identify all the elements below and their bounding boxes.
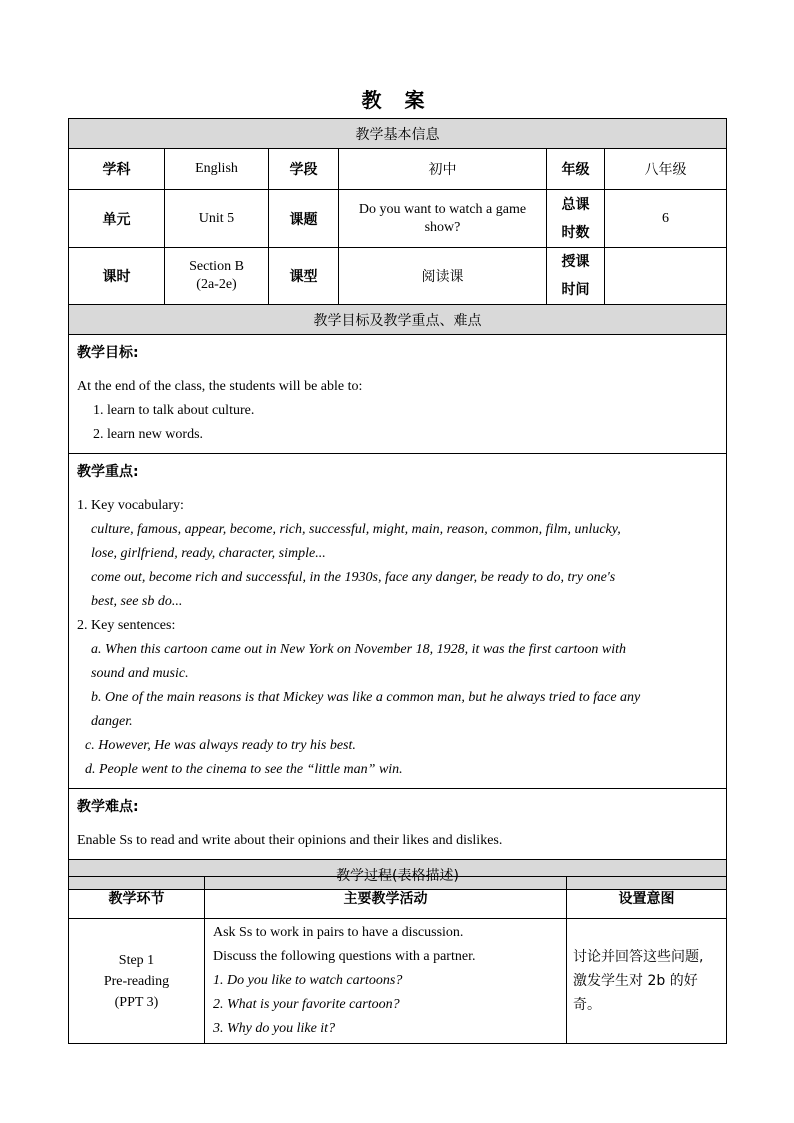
sentence-line: danger. (91, 714, 133, 729)
section-header-goals: 教学目标及教学重点、难点 (69, 305, 727, 335)
sentence-line: a. When this cartoon came out in New York on November 18, 1928, it was the first cartoon with (91, 642, 626, 657)
step-phase: Pre-reading (103, 973, 170, 989)
purpose-line: 激发学生对 2b 的好 (573, 973, 698, 989)
objectives-heading: 教学目标: (77, 345, 139, 361)
sentence-line: b. One of the main reasons is that Mickey was like a common man, but he always tried to face any (91, 690, 641, 705)
period-value-line-2: (2a-2e) (196, 277, 237, 292)
teaching-time-label-line-2: 时间 (561, 282, 590, 298)
period-value-line-1: Section B (189, 259, 244, 274)
sentence-line: c. However, He was always ready to try his best. (85, 738, 356, 753)
section-header-process: 教学过程(表格描述) (69, 860, 727, 890)
step-cell (69, 919, 205, 1044)
vocabulary-line: culture, famous, appear, become, rich, successful, might, main, reason, common, film, unlucky, (91, 522, 621, 537)
difficulties-heading: 教学难点: (77, 799, 139, 815)
period-label: 课时 (69, 248, 165, 305)
teaching-time-value (605, 248, 727, 305)
key-sentences-label: 2. Key sentences: (77, 618, 176, 633)
basic-info-table (68, 118, 727, 890)
teaching-time-label (547, 248, 605, 305)
key-vocabulary-label: 1. Key vocabulary: (77, 498, 184, 513)
key-points-section (69, 454, 727, 789)
process-header-step: 教学环节 (69, 877, 205, 919)
unit-value: Unit 5 (165, 190, 269, 248)
objective-item: 1. learn to talk about culture. (93, 403, 255, 418)
difficulties-section (69, 789, 727, 860)
step-name: Step 1 (118, 952, 155, 968)
objectives-section (69, 335, 727, 454)
stage-value: 初中 (339, 149, 547, 190)
period-value (165, 248, 269, 305)
document-title: 教 案 (361, 88, 433, 112)
vocabulary-line: come out, become rich and successful, in the 1930s, face any danger, be ready to do, try one's (91, 570, 616, 585)
process-header-activity: 主要教学活动 (205, 877, 567, 919)
teaching-time-label-line-1: 授课 (561, 254, 590, 270)
vocabulary-line: best, see sb do... (91, 594, 183, 609)
section-header-basic-info: 教学基本信息 (69, 119, 727, 149)
topic-value: Do you want to watch a game show? (339, 190, 547, 248)
objectives-intro: At the end of the class, the students will be able to: (77, 379, 363, 394)
lesson-type-label: 课型 (269, 248, 339, 305)
step-slide-ref: (PPT 3) (114, 994, 159, 1010)
vocabulary-line: lose, girlfriend, ready, character, simple... (91, 546, 326, 561)
unit-label: 单元 (69, 190, 165, 248)
subject-value: English (165, 149, 269, 190)
sentence-line: sound and music. (91, 666, 189, 681)
total-hours-value: 6 (605, 190, 727, 248)
subject-label: 学科 (69, 149, 165, 190)
difficulties-text: Enable Ss to read and write about their opinions and their likes and dislikes. (77, 833, 503, 848)
key-points-heading: 教学重点: (77, 464, 139, 480)
total-hours-label-line-2: 时数 (561, 224, 590, 241)
total-hours-label (547, 190, 605, 248)
discussion-question: 3. Why do you like it? (213, 1021, 336, 1036)
discussion-question: 2. What is your favorite cartoon? (213, 997, 400, 1012)
activity-line: Ask Ss to work in pairs to have a discussion. (213, 925, 464, 940)
stage-label: 学段 (269, 149, 339, 190)
topic-label: 课题 (269, 190, 339, 248)
objective-item: 2. learn new words. (93, 427, 204, 442)
grade-label: 年级 (547, 149, 605, 190)
sentence-line: d. People went to the cinema to see the “little man” win. (85, 762, 403, 777)
lesson-type-value: 阅读课 (339, 248, 547, 305)
activity-cell (205, 919, 567, 1044)
activity-line: Discuss the following questions with a partner. (213, 949, 476, 964)
process-table (68, 876, 727, 1044)
total-hours-label-line-1: 总课 (561, 196, 590, 213)
purpose-line: 奇。 (573, 997, 601, 1013)
purpose-cell (567, 919, 727, 1044)
process-header-purpose: 设置意图 (567, 877, 727, 919)
discussion-question: 1. Do you like to watch cartoons? (213, 973, 403, 988)
purpose-line: 讨论并回答这些问题, (573, 949, 704, 965)
grade-value: 八年级 (605, 149, 727, 190)
